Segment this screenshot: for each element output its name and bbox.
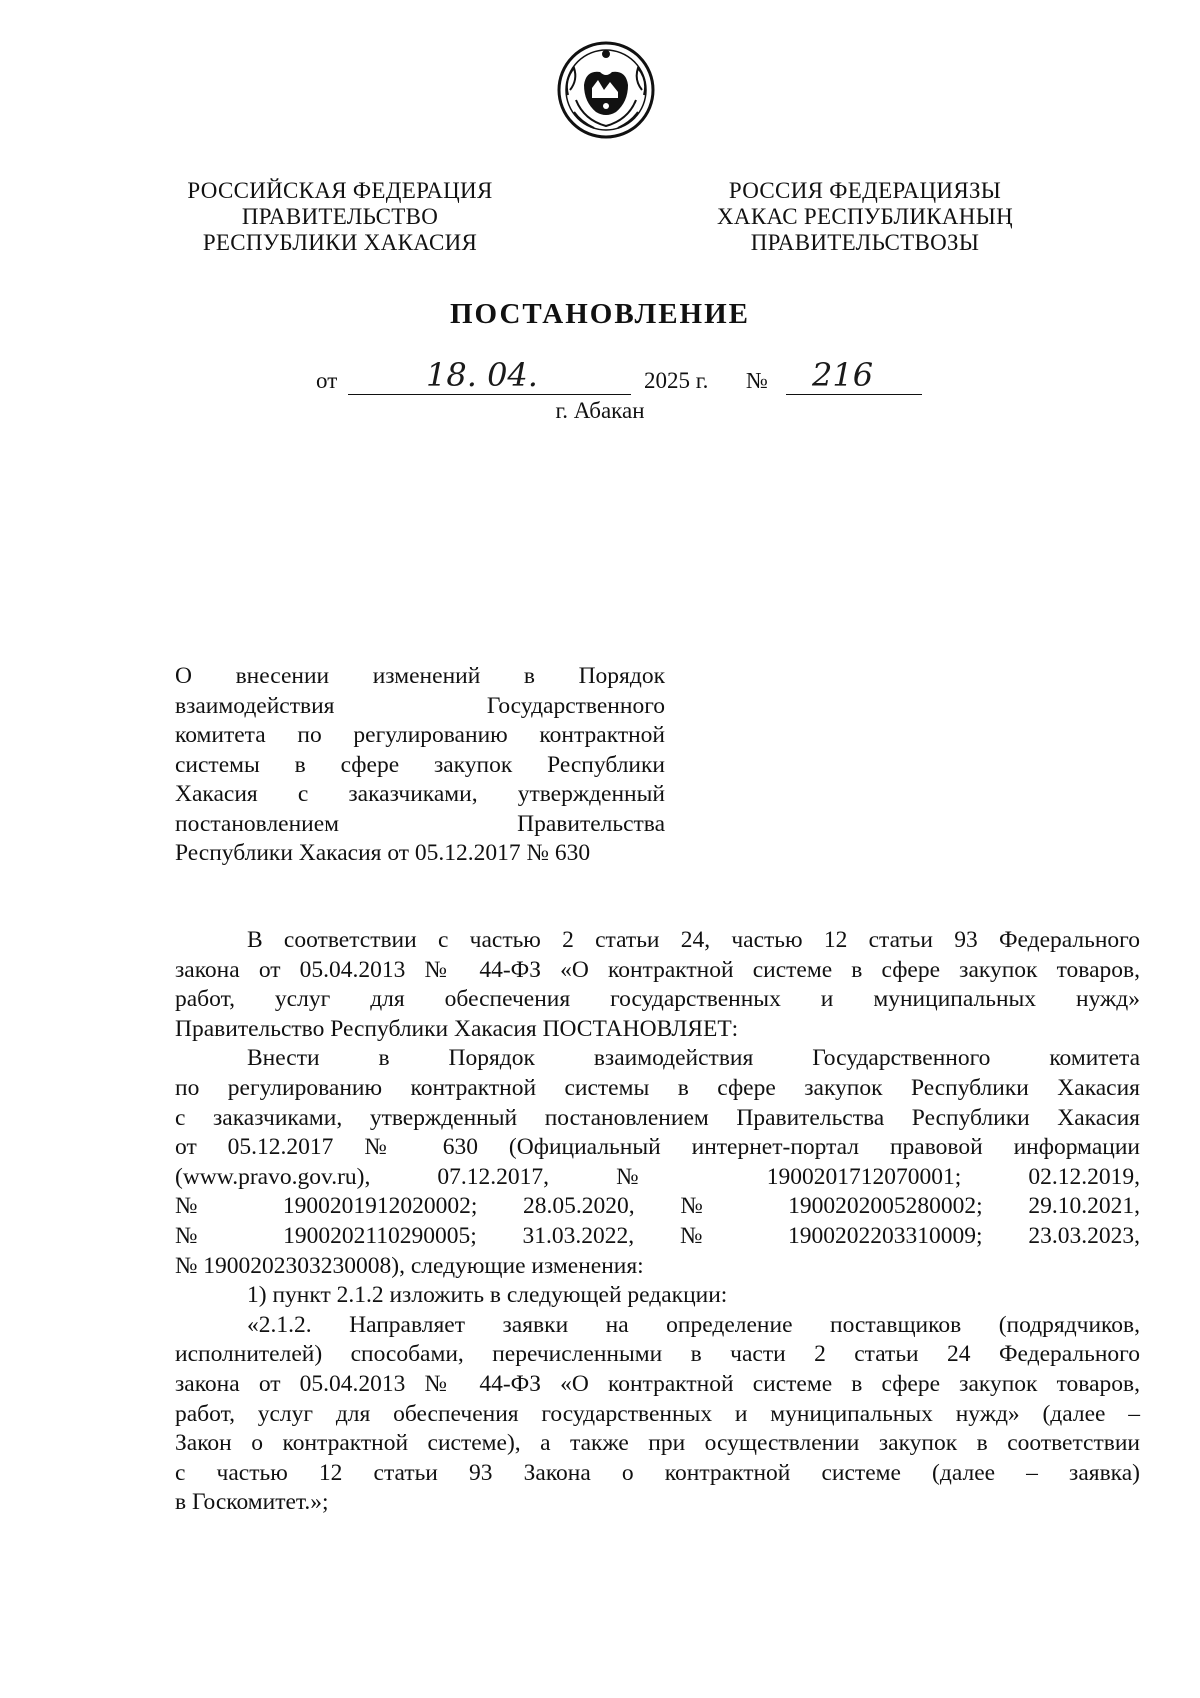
body-line: «2.1.2. Направляет заявки на определение поставщиков (подрядчиков, (247, 1311, 1140, 1338)
header-right (685, 178, 1045, 256)
document-body (175, 926, 1140, 1518)
subject-line: О внесении изменений в Порядок (175, 663, 665, 689)
header-right-line: ХАКАС РЕСПУБЛИКАНЫҢ (717, 204, 1013, 229)
number-underline (786, 394, 922, 395)
body-line: от 05.12.2017 № 630 (Официальный интернет-портал правовой информации (175, 1134, 1140, 1161)
body-line: с заказчиками, утвержденный постановлением Правительства Республики Хакасия (175, 1104, 1140, 1131)
date-year: 2025 г. (644, 368, 709, 393)
date-underline (348, 394, 631, 395)
body-line: Правительство Республики Хакасия ПОСТАНОВЛЯЕТ: (175, 1015, 739, 1042)
header-left-line: ПРАВИТЕЛЬСТВО (241, 204, 439, 229)
body-line: (www.pravo.gov.ru), 07.12.2017, № 1900201712070001; 02.12.2019, (175, 1163, 1140, 1190)
body-line: № 1900201912020002; 28.05.2020, № 1900202005280002; 29.10.2021, (175, 1193, 1140, 1220)
date-prefix: от (316, 368, 338, 393)
number-sign: № (746, 368, 768, 393)
body-line: закона от 05.04.2013 № 44-ФЗ «О контрактной системе в сфере закупок товаров, (175, 1370, 1140, 1397)
subject-line: комитета по регулированию контрактной (175, 722, 665, 748)
body-line: с частью 12 статьи 93 Закона о контрактной системе (далее – заявка) (175, 1459, 1140, 1486)
body-line: № 1900202303230008), следующие изменения: (175, 1252, 644, 1279)
coat-of-arms-emblem (556, 40, 656, 140)
body-line: в Госкомитет.»; (175, 1489, 329, 1516)
header-right-line: ПРАВИТЕЛЬСТВОЗЫ (750, 230, 980, 255)
subject-line: Хакасия с заказчиками, утвержденный (175, 781, 665, 807)
subject-line: системы в сфере закупок Республики (175, 751, 665, 778)
header-left-line: РОССИЙСКАЯ ФЕДЕРАЦИЯ (187, 178, 493, 203)
subject-line: Республики Хакасия от 05.12.2017 № 630 (175, 840, 591, 866)
body-line: работ, услуг для обеспечения государственных и муниципальных нужд» (175, 986, 1140, 1013)
header-right-line: РОССИЯ ФЕДЕРАЦИЯЗЫ (728, 178, 1002, 203)
body-line: по регулированию контрактной системы в сфере закупок Республики Хакасия (175, 1074, 1140, 1101)
body-line: закона от 05.04.2013 № 44-ФЗ «О контрактной системе в сфере закупок товаров, (175, 956, 1140, 983)
document-title: ПОСТАНОВЛЕНИЕ (449, 298, 750, 330)
subject-line: постановлением Правительства (175, 810, 665, 837)
header-left-line: РЕСПУБЛИКИ ХАКАСИЯ (202, 230, 478, 255)
handwritten-date: 18. 04. (426, 356, 538, 394)
body-line: исполнителей) способами, перечисленными в части 2 статьи 24 Федерального (175, 1341, 1140, 1368)
body-line: 1) пункт 2.1.2 изложить в следующей редакции: (247, 1282, 728, 1309)
city-name: г. Абакан (555, 398, 645, 423)
document-subject (175, 662, 665, 869)
body-line: Закон о контрактной системе), а также при осуществлении закупок в соответствии (175, 1430, 1140, 1457)
body-line: № 1900202110290005; 31.03.2022, № 1900202203310009; 23.03.2023, (175, 1222, 1140, 1249)
body-line: В соответствии с частью 2 статьи 24, частью 12 статьи 93 Федерального (247, 927, 1140, 953)
handwritten-number: 216 (812, 356, 874, 394)
header-left (160, 178, 520, 256)
subject-line: взаимодействия Государственного (175, 692, 665, 719)
body-line: работ, услуг для обеспечения государственных и муниципальных нужд» (далее – (175, 1400, 1140, 1427)
body-line: Внести в Порядок взаимодействия Государственного комитета (247, 1045, 1140, 1072)
